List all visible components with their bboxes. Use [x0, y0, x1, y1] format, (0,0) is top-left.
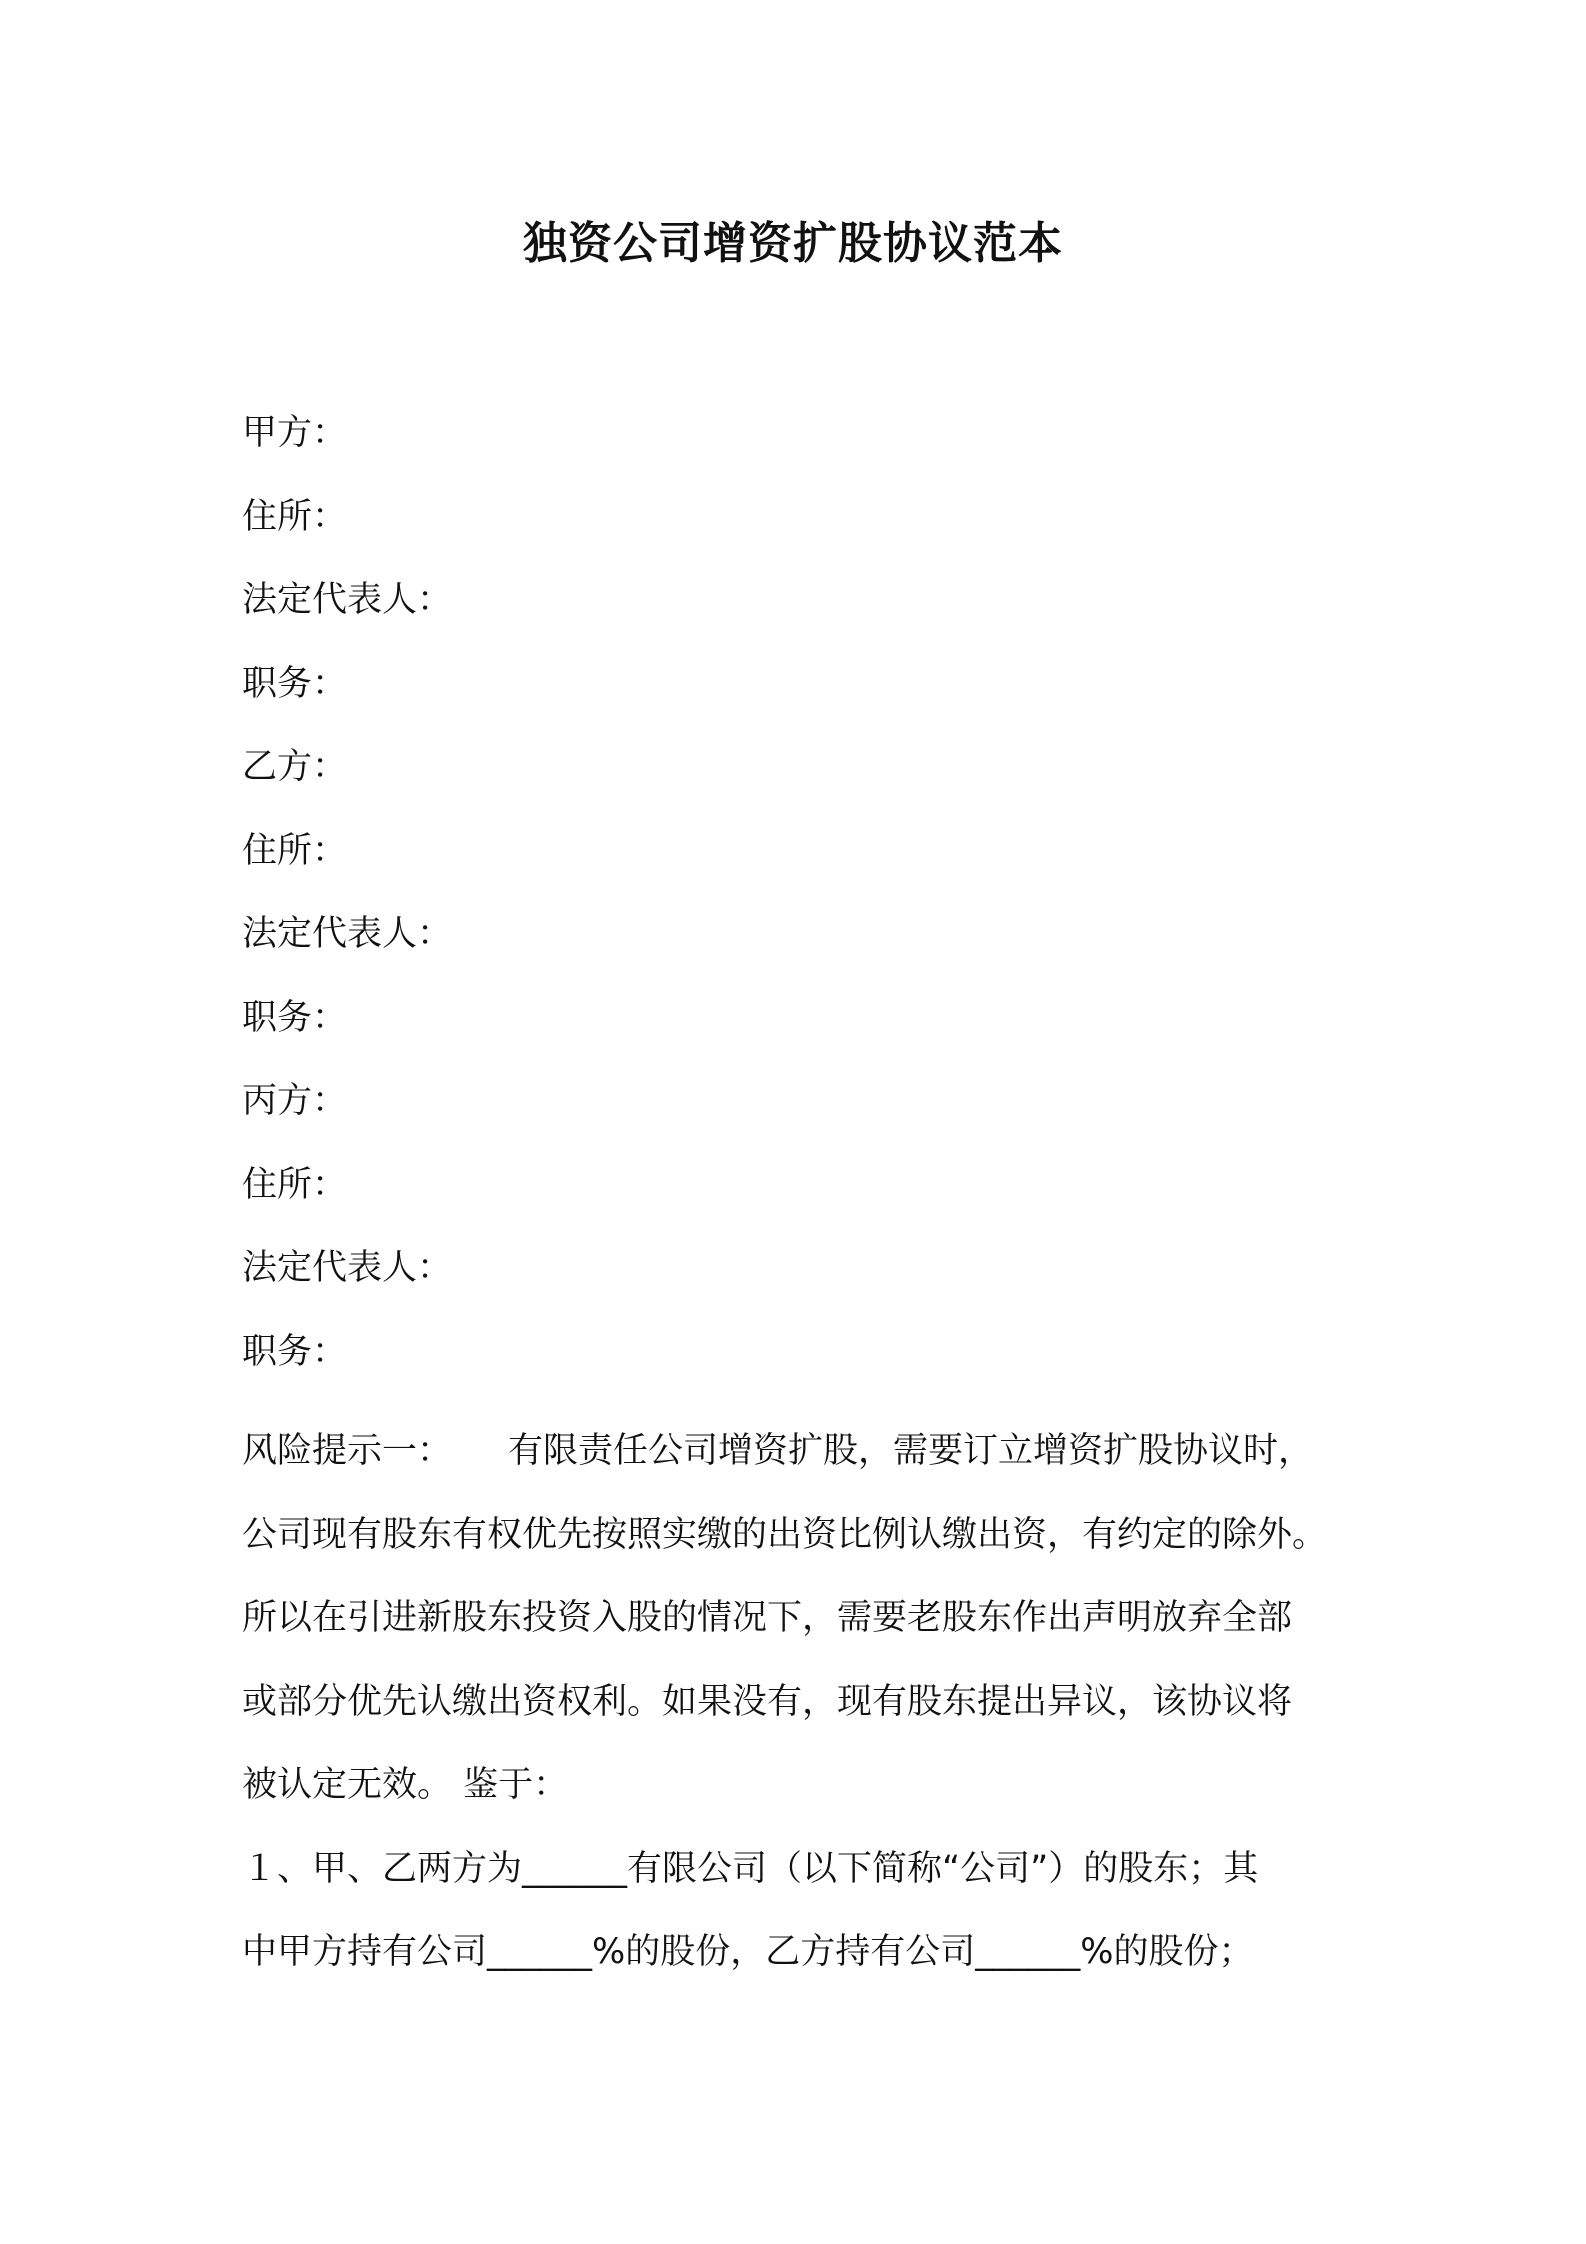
risk-notice-line-2: 公司现有股东有权优先按照实缴的出资比例认缴出资，有约定的除外。 [242, 1514, 1328, 1555]
risk-notice-line-5: 被认定无效。 鉴于： [242, 1765, 569, 1805]
risk-notice-line-1: 有限责任公司增资扩股，需要订立增资扩股协议时， [508, 1431, 1314, 1471]
party-b-label: 乙方： [242, 747, 348, 787]
party-c-position-label: 职务： [242, 1331, 348, 1372]
agreement-body [242, 1410, 1392, 1995]
party-a-representative-label: 法定代表人： [242, 580, 453, 620]
risk-notice-label: 风险提示一： [242, 1431, 453, 1471]
document-title: 独资公司增资扩股协议范本 [523, 218, 1063, 269]
party-b-representative-label: 法定代表人： [242, 914, 453, 954]
party-b-address-label: 住所： [242, 830, 348, 871]
risk-notice-first-line [242, 1410, 1392, 1494]
clause-1-line-2: 中甲方持有公司______%的股份，乙方持有公司______%的股份； [242, 1932, 1254, 1972]
clause-1-line-1: １、甲、乙两方为______有限公司（以下简称“公司”）的股东；其 [242, 1848, 1259, 1889]
party-b-position-label: 职务： [242, 997, 348, 1038]
party-fields [242, 408, 1392, 1410]
party-a-address-label: 住所： [242, 496, 348, 537]
risk-notice-line-4: 或部分优先认缴出资权利。如果没有，现有股东提出异议，该协议将 [242, 1681, 1293, 1722]
party-a-label: 甲方： [242, 413, 348, 453]
party-c-address-label: 住所： [242, 1164, 348, 1205]
party-c-label: 丙方： [242, 1081, 348, 1121]
party-c-representative-label: 法定代表人： [242, 1248, 453, 1288]
party-a-position-label: 职务： [242, 663, 348, 704]
risk-notice-line-3: 所以在引进新股东投资入股的情况下，需要老股东作出声明放弃全部 [242, 1598, 1293, 1638]
